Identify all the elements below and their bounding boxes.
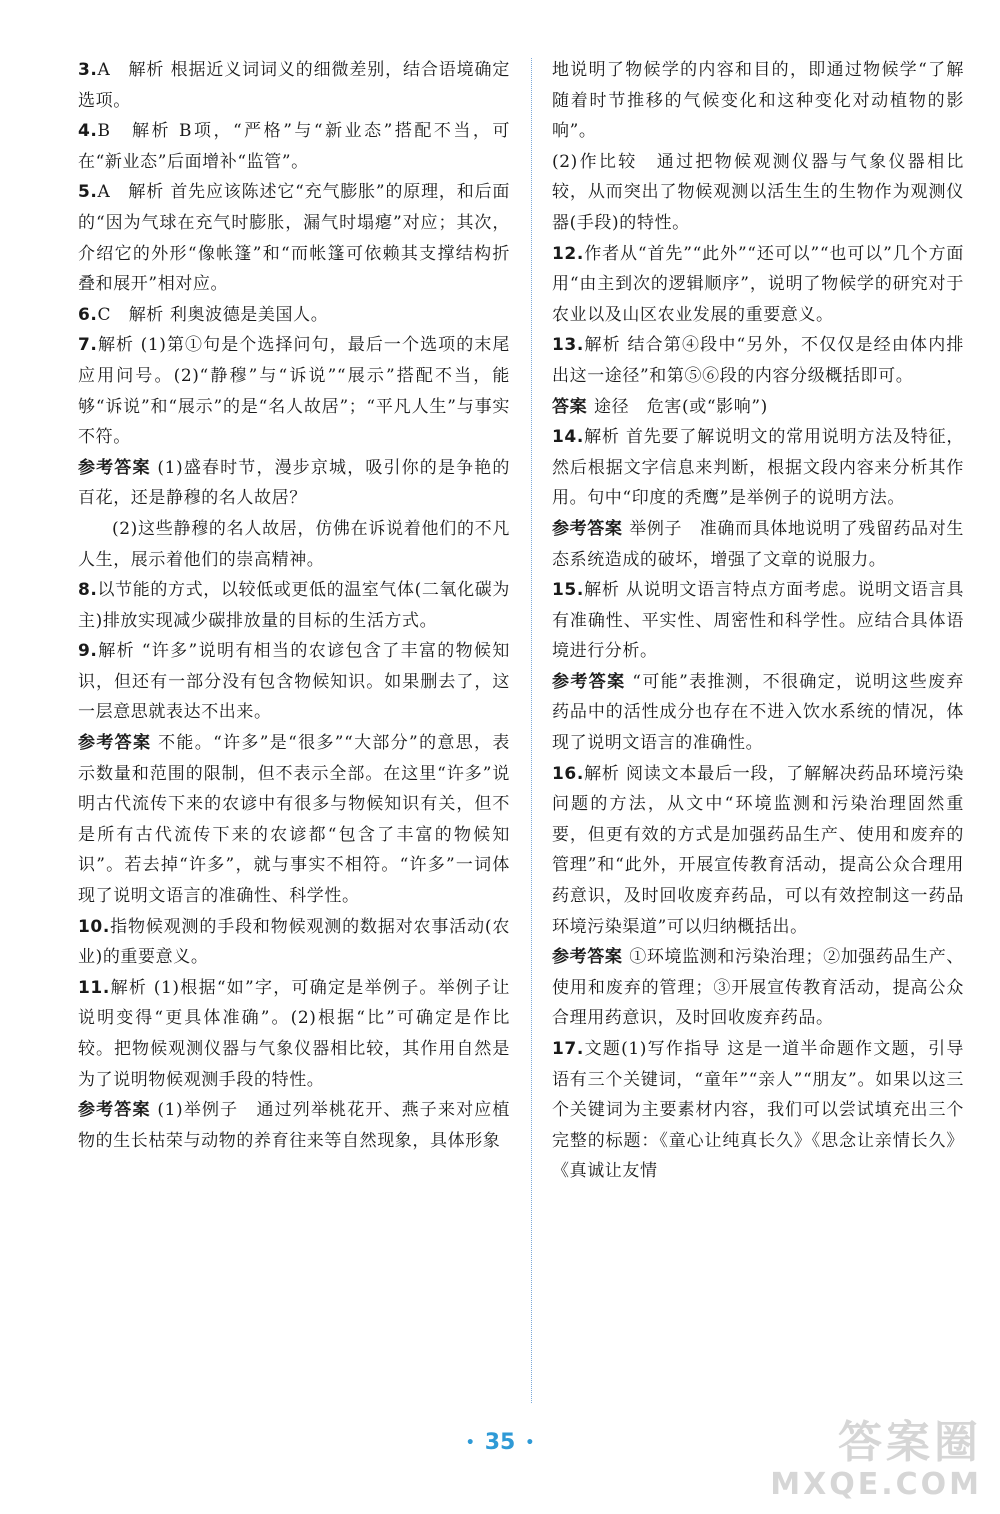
item-text: 解析 结合第④段中“另外，不仅仅是经由体内排出这一途径”和第⑤⑥段的内容分级概括即可。 [552, 335, 964, 386]
watermark-bottom: MXQE.COM [770, 1467, 982, 1502]
item-text: 地说明了物候学的内容和目的，即通过物候学“了解随着时节推移的气候变化和这种变化对动植物的影响”。 [552, 60, 964, 142]
answer-item [552, 392, 964, 423]
item-text: 解析 阅读文本最后一段，了解解决药品环境污染问题的方法，从文中“环境监测和污染治理固然重要，但更有效的方式是加强药品生产、使用和废弃的管理”和“此外，开展宣传教育活动，提高公众合理用药意识，及时回收废弃药品，可以有效控制这一药品环境污染渠道”可以归纳概括出。 [552, 763, 964, 937]
answer-item [552, 422, 964, 514]
item-number: 16. [552, 763, 584, 784]
answer-item [78, 912, 510, 973]
item-number: 15. [552, 580, 584, 601]
answer-item [78, 116, 510, 177]
item-text: ①环境监测和污染治理；②加强药品生产、使用和废弃的管理；③开展宣传教育活动，提高公众合理用药意识，及时回收废弃药品。 [552, 947, 964, 1029]
page-number-dot-left: • [465, 1435, 475, 1451]
answer-label: 参考答案 [78, 733, 152, 754]
item-text: A 解析 根据近义词词义的细微差别，结合语境确定选项。 [78, 60, 510, 111]
item-text: C 解析 利奥波德是美国人。 [97, 304, 329, 325]
answer-item [552, 1034, 964, 1187]
answer-item [552, 942, 964, 1034]
answer-item [552, 759, 964, 943]
item-number: 9. [78, 641, 98, 662]
answer-item [552, 514, 964, 575]
answer-item [78, 300, 510, 331]
answer-label: 答案 [552, 396, 588, 417]
answer-item [78, 973, 510, 1095]
item-text: 解析 从说明文语言特点方面考虑。说明文语言具有准确性、平实性、周密性和科学性。应结合具体语境进行分析。 [552, 580, 964, 662]
answer-label: 参考答案 [552, 947, 623, 968]
answer-item [78, 55, 510, 116]
item-text: (2)这些静穆的名人故居，仿佛在诉说着他们的不凡人生，展示着他们的崇高精神。 [78, 518, 510, 570]
item-number: 13. [552, 335, 584, 356]
item-number: 8. [78, 580, 98, 601]
answer-item [78, 330, 510, 452]
answer-item [552, 147, 964, 239]
answer-label: 参考答案 [552, 518, 623, 539]
watermark-logo [770, 1418, 982, 1502]
item-number: 5. [78, 182, 98, 203]
page-number-dot-right: • [525, 1435, 535, 1451]
answer-label: 参考答案 [78, 457, 151, 478]
item-text: 文题(1)写作指导 这是一道半命题作文题，引导语有三个关键词，“童年”“亲人”“朋友”。如果以这三个关键词为主要素材内容，我们可以尝试填充出三个完整的标题：《童心让纯真长久》《思念让亲情长久》《真诚让友情 [552, 1039, 964, 1182]
item-number: 12. [552, 243, 584, 264]
item-text: (1)盛春时节，漫步京城，吸引你的是争艳的百花，还是静穆的名人故居？ [78, 457, 510, 509]
answer-item [552, 667, 964, 759]
answer-item [552, 575, 964, 667]
item-number: 14. [552, 427, 584, 448]
item-number: 4. [78, 121, 98, 142]
item-number: 10. [78, 916, 110, 937]
column-divider [531, 58, 532, 1403]
answer-item [78, 453, 510, 514]
item-text: (1)举例子 通过列举桃花开、燕子来对应植物的生长枯荣与动物的养育往来等自然现象，具体形象 [78, 1100, 510, 1151]
left-column [78, 55, 510, 1156]
answer-label: 参考答案 [552, 671, 626, 692]
item-text: 作者从“首先”“此外”“还可以”“也可以”几个方面用“由主到次的逻辑顺序”，说明了物候学的研究对于农业以及山区农业发展的重要意义。 [552, 243, 964, 325]
answer-item [78, 728, 510, 912]
item-text: A 解析 首先应该陈述它“充气膨胀”的原理，和后面的“因为气球在充气时膨胀，漏气时塌瘪”对应；其次，介绍它的外形“像帐篷”和“而帐篷可依赖其支撑结构折叠和展开”相对应。 [78, 182, 510, 295]
page-number-value: 35 [484, 1430, 516, 1455]
answer-item [552, 55, 964, 147]
item-text: 以节能的方式，以较低或更低的温室气体(二氧化碳为主)排放实现减少碳排放量的目标的生活方式。 [78, 580, 510, 631]
answer-item [552, 330, 964, 391]
item-text: 举例子 准确而具体地说明了残留药品对生态系统造成的破坏，增强了文章的说服力。 [552, 518, 964, 570]
answer-item [78, 514, 510, 575]
item-text: 指物候观测的手段和物候观测的数据对农事活动(农业)的重要意义。 [78, 916, 510, 968]
item-text: “可能”表推测，不很确定，说明这些废弃药品中的活性成分也存在不进入饮水系统的情况，体现了说明文语言的准确性。 [552, 671, 964, 754]
item-text: 解析 首先要了解说明文的常用说明方法及特征，然后根据文字信息来判断，根据文段内容来分析其作用。句中“印度的秃鹰”是举例子的说明方法。 [552, 427, 964, 509]
item-text: (2)作比较 通过把物候观测仪器与气象仪器相比较，从而突出了物候观测以活生生的生物作为观测仪器(手段)的特性。 [552, 151, 964, 233]
answer-label: 参考答案 [78, 1100, 151, 1121]
answer-item [78, 636, 510, 728]
watermark-top: 答案圈 [838, 1417, 982, 1468]
item-text: 途径 危害(或“影响”) [594, 396, 768, 417]
item-text: 解析 (1)根据“如”字，可确定是举例子。举例子让说明变得“更具体准确”。(2)根据“比”可确定是作比较。把物候观测仪器与气象仪器相比较，其作用自然是为了说明物候观测手段的特性。 [78, 977, 510, 1090]
item-text: 不能。“许多”是“很多”“大部分”的意思，表示数量和范围的限制，但不表示全部。在这里“许多”说明古代流传下来的农谚中有很多与物候知识有关，但不是所有古代流传下来的农谚都“包含了丰富的物候知识”。若去掉“许多”，就与事实不相符。“许多”一词体现了说明文语言的准确性、科学性。 [78, 733, 510, 907]
item-number: 11. [78, 977, 110, 998]
answer-item [552, 239, 964, 331]
answer-item [78, 1095, 510, 1156]
item-number: 3. [78, 60, 98, 80]
item-text: B 解析 B项，“严格”与“新业态”搭配不当，可在“新业态”后面增补“监管”。 [78, 121, 510, 172]
item-number: 6. [78, 304, 98, 325]
item-number: 7. [78, 335, 98, 356]
answer-item [78, 575, 510, 636]
item-number: 17. [552, 1039, 584, 1059]
item-text: 解析 (1)第①句是个选择问句，最后一个选项的末尾应用问号。(2)“静穆”与“诉说”“展示”搭配不当，能够“诉说”和“展示”的是“名人故居”；“平凡人生”与事实不符。 [78, 335, 510, 448]
answer-item [78, 177, 510, 299]
right-column [552, 55, 964, 1187]
item-text: 解析 “许多”说明有相当的农谚包含了丰富的物候知识，但还有一部分没有包含物候知识。如果删去了，这一层意思就表达不出来。 [78, 641, 510, 723]
